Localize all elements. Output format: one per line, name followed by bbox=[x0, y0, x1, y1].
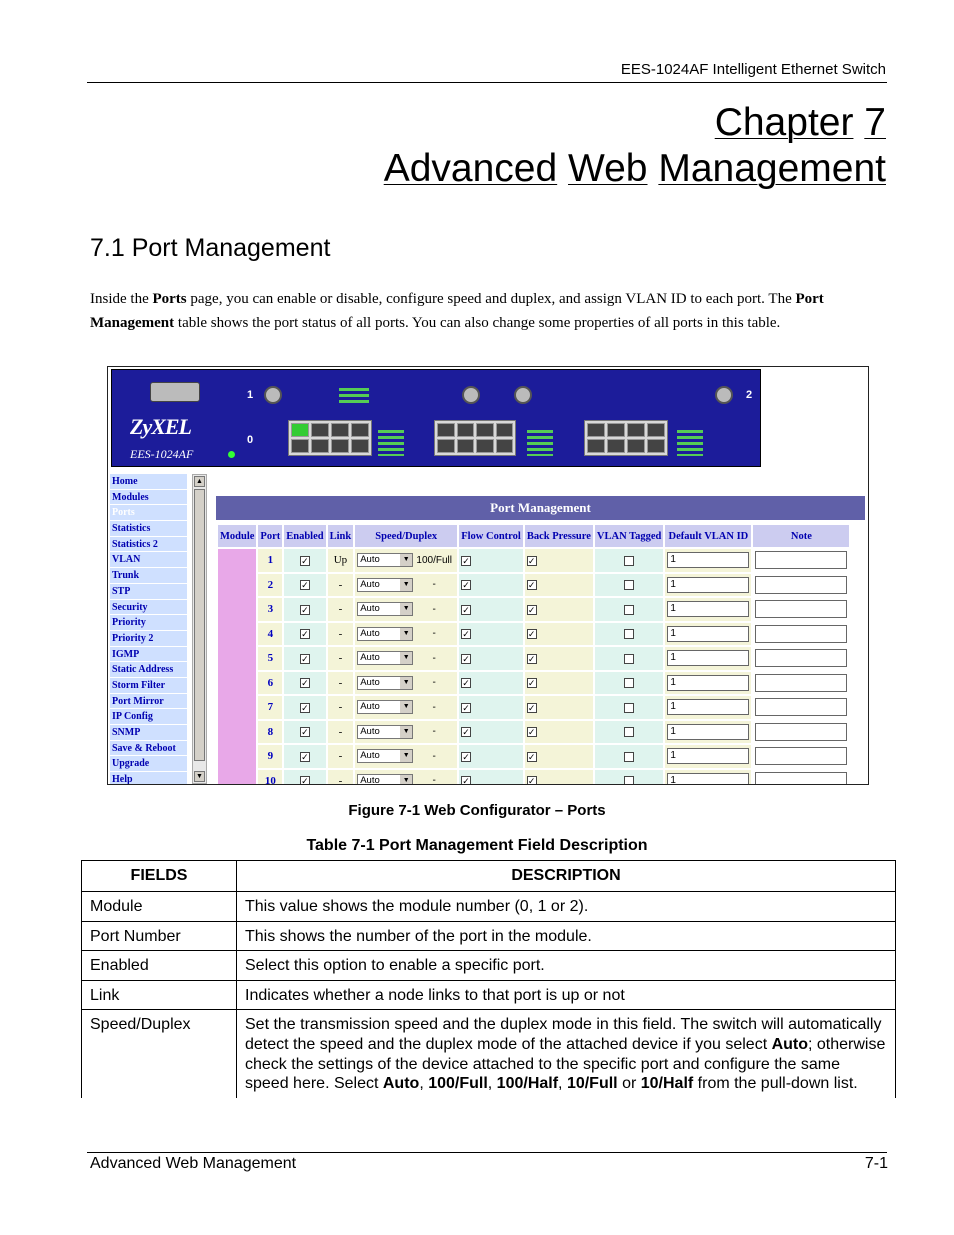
link-status: - bbox=[328, 623, 354, 646]
table-row bbox=[218, 623, 849, 646]
brand-logo: ZyXEL bbox=[130, 414, 191, 439]
speed-duplex-cell bbox=[355, 598, 457, 621]
column-header: Link bbox=[328, 525, 354, 547]
default-vlan-input[interactable]: 1 bbox=[667, 675, 749, 691]
page-number: 7-1 bbox=[864, 1155, 888, 1172]
table-row bbox=[218, 549, 849, 572]
column-header: Note bbox=[753, 525, 849, 547]
link-status: - bbox=[328, 647, 354, 670]
speed-status: - bbox=[432, 677, 436, 689]
checkbox[interactable]: ✓ bbox=[462, 580, 470, 591]
field-description: Set the transmission speed and the duplex mode in this field. The switch will automatically detect the speed and the duplex mode of the attached device if you select Auto; otherwise check the settings of the device attached to the specific port and configure the same speed here. Select Auto, 100/Full, 100/Half, 10/Full or 10/Half from the pull-down list. bbox=[237, 1010, 896, 1098]
note-cell bbox=[753, 598, 849, 621]
checkbox[interactable]: ✓ bbox=[301, 751, 309, 762]
figure-caption: Figure 7-1 Web Configurator – Ports bbox=[348, 802, 606, 819]
sidebar-item[interactable]: Upgrade bbox=[110, 756, 187, 772]
vlan-tagged-cell bbox=[595, 574, 663, 597]
link-status: - bbox=[328, 721, 354, 744]
note-cell bbox=[753, 672, 849, 695]
speed-status: - bbox=[432, 603, 436, 615]
port-management-table bbox=[216, 523, 851, 785]
speed-status: - bbox=[432, 726, 436, 738]
scroll-up-icon[interactable]: ▲ bbox=[194, 476, 205, 487]
panel-title: Port Management bbox=[216, 496, 865, 520]
checkbox[interactable]: ✓ bbox=[462, 678, 470, 689]
screw-icon bbox=[462, 386, 480, 404]
checkbox[interactable]: ✓ bbox=[301, 629, 309, 640]
chapter-number-line bbox=[715, 103, 886, 142]
column-header: FIELDS bbox=[82, 861, 237, 892]
checkbox[interactable] bbox=[624, 776, 634, 785]
default-vlan-input[interactable]: 1 bbox=[667, 724, 749, 740]
checkbox[interactable] bbox=[624, 678, 634, 688]
vlan-tagged-cell bbox=[595, 598, 663, 621]
vlan-tagged-cell bbox=[595, 672, 663, 695]
sidebar-item[interactable]: Modules bbox=[110, 490, 187, 506]
speed-duplex-cell bbox=[355, 721, 457, 744]
column-header: Default VLAN ID bbox=[665, 525, 751, 547]
port-group-icon bbox=[584, 420, 668, 456]
led-icon bbox=[378, 430, 404, 456]
note-cell bbox=[753, 623, 849, 646]
back-pressure-cell bbox=[525, 623, 593, 646]
column-header: Speed/Duplex bbox=[355, 525, 457, 547]
table-row bbox=[218, 574, 849, 597]
default-vlan-input[interactable]: 1 bbox=[667, 601, 749, 617]
checkbox[interactable]: ✓ bbox=[527, 604, 536, 615]
field-name: Enabled bbox=[82, 951, 237, 981]
checkbox[interactable]: ✓ bbox=[301, 678, 309, 689]
speed-duplex-cell bbox=[355, 770, 457, 786]
checkbox[interactable] bbox=[624, 605, 634, 615]
default-vlan-cell bbox=[665, 574, 751, 597]
sidebar-item[interactable]: Storm Filter bbox=[110, 678, 187, 694]
speed-duplex-cell bbox=[355, 696, 457, 719]
link-status: Up bbox=[328, 549, 354, 572]
speed-duplex-select[interactable]: Auto ▼ bbox=[357, 553, 413, 567]
speed-duplex-cell bbox=[355, 549, 457, 572]
chapter-number: 7 bbox=[864, 101, 886, 144]
port-number[interactable]: 10 bbox=[258, 770, 282, 786]
header-rule bbox=[87, 82, 887, 83]
link-status: - bbox=[328, 745, 354, 768]
column-header: DESCRIPTION bbox=[237, 861, 896, 892]
note-input[interactable] bbox=[755, 747, 847, 765]
chapter-title bbox=[384, 149, 886, 188]
port-number[interactable]: 6 bbox=[258, 672, 282, 695]
module-label: 0 bbox=[247, 434, 254, 446]
checkbox[interactable]: ✓ bbox=[527, 653, 536, 664]
checkbox[interactable] bbox=[624, 654, 634, 664]
checkbox[interactable]: ✓ bbox=[462, 702, 470, 713]
default-vlan-cell bbox=[665, 745, 751, 768]
default-vlan-input[interactable]: 1 bbox=[667, 699, 749, 715]
led-icon bbox=[339, 388, 369, 404]
flow-control-cell bbox=[459, 647, 523, 670]
speed-duplex-select[interactable]: Auto ▼ bbox=[357, 774, 413, 785]
table-row bbox=[218, 598, 849, 621]
table-row bbox=[218, 770, 849, 786]
checkbox[interactable]: ✓ bbox=[462, 751, 470, 762]
speed-duplex-select[interactable]: Auto ▼ bbox=[357, 700, 413, 714]
flow-control-cell bbox=[459, 721, 523, 744]
speed-duplex-select[interactable]: Auto ▼ bbox=[357, 578, 413, 592]
port-number[interactable]: 9 bbox=[258, 745, 282, 768]
sidebar-item[interactable]: Priority bbox=[110, 615, 187, 631]
note-cell bbox=[753, 770, 849, 786]
checkbox[interactable]: ✓ bbox=[527, 751, 536, 762]
intro-paragraph: Inside the Ports page, you can enable or disable, configure speed and duplex, and assign VLAN ID to each port. The Port Management table shows the port status of all ports. You can also change some properties of all ports in this table. bbox=[90, 291, 824, 331]
speed-duplex-cell bbox=[355, 745, 457, 768]
checkbox[interactable]: ✓ bbox=[301, 604, 309, 615]
back-pressure-cell bbox=[525, 672, 593, 695]
checkbox[interactable]: ✓ bbox=[527, 678, 536, 689]
chapter-word: Chapter bbox=[714, 101, 854, 144]
led-icon bbox=[677, 430, 703, 456]
column-header: Back Pressure bbox=[525, 525, 593, 547]
back-pressure-cell bbox=[525, 721, 593, 744]
sidebar-nav bbox=[110, 474, 187, 784]
table-row bbox=[218, 696, 849, 719]
speed-duplex-select[interactable]: Auto ▼ bbox=[357, 651, 413, 665]
speed-status: - bbox=[432, 750, 436, 762]
footer-rule bbox=[87, 1152, 887, 1153]
table-row bbox=[218, 672, 849, 695]
sidebar-item[interactable]: VLAN bbox=[110, 552, 187, 568]
scroll-down-icon[interactable]: ▼ bbox=[194, 771, 205, 782]
vlan-tagged-cell bbox=[595, 623, 663, 646]
chapter-title-word: Web bbox=[568, 147, 648, 190]
module-label: 1 bbox=[247, 389, 254, 401]
port-number[interactable]: 8 bbox=[258, 721, 282, 744]
section-title: 7.1 Port Management bbox=[90, 234, 331, 262]
speed-duplex-select[interactable]: Auto ▼ bbox=[357, 602, 413, 616]
field-description: Select this option to enable a specific port. bbox=[237, 951, 896, 981]
enabled-cell bbox=[284, 647, 325, 670]
table-caption: Table 7-1 Port Management Field Description bbox=[306, 837, 648, 854]
link-status: - bbox=[328, 574, 354, 597]
enabled-cell bbox=[284, 623, 325, 646]
sidebar-item[interactable]: Statistics 2 bbox=[110, 537, 187, 553]
table-row bbox=[218, 647, 849, 670]
port-group-icon bbox=[288, 420, 372, 456]
chapter-title-word: Advanced bbox=[383, 147, 558, 190]
default-vlan-cell bbox=[665, 672, 751, 695]
back-pressure-cell bbox=[525, 598, 593, 621]
vlan-tagged-cell bbox=[595, 549, 663, 572]
column-header: Flow Control bbox=[459, 525, 523, 547]
back-pressure-cell bbox=[525, 549, 593, 572]
speed-status: - bbox=[432, 775, 436, 785]
enabled-cell bbox=[284, 745, 325, 768]
default-vlan-cell bbox=[665, 623, 751, 646]
note-input[interactable] bbox=[755, 625, 847, 643]
speed-duplex-cell bbox=[355, 623, 457, 646]
enabled-cell bbox=[284, 549, 325, 572]
console-port-icon bbox=[150, 382, 200, 402]
sidebar-item[interactable]: IP Config bbox=[110, 709, 187, 725]
checkbox[interactable]: ✓ bbox=[462, 629, 470, 640]
speed-status: - bbox=[432, 701, 436, 713]
checkbox[interactable] bbox=[624, 556, 634, 566]
port-number[interactable]: 3 bbox=[258, 598, 282, 621]
default-vlan-input[interactable]: 1 bbox=[667, 552, 749, 568]
column-header: VLAN Tagged bbox=[595, 525, 663, 547]
checkbox[interactable]: ✓ bbox=[462, 727, 470, 738]
speed-duplex-select[interactable]: Auto ▼ bbox=[357, 627, 413, 641]
checkbox[interactable]: ✓ bbox=[301, 727, 309, 738]
checkbox[interactable] bbox=[624, 703, 634, 713]
checkbox[interactable]: ✓ bbox=[527, 727, 536, 738]
sidebar-item[interactable]: Port Mirror bbox=[110, 694, 187, 710]
sidebar-item[interactable]: STP bbox=[110, 584, 187, 600]
default-vlan-input[interactable]: 1 bbox=[667, 650, 749, 666]
default-vlan-cell bbox=[665, 770, 751, 786]
sidebar-item[interactable]: Statistics bbox=[110, 521, 187, 537]
flow-control-cell bbox=[459, 623, 523, 646]
table-row bbox=[82, 1010, 896, 1098]
table-row bbox=[82, 892, 896, 922]
link-status: - bbox=[328, 598, 354, 621]
back-pressure-cell bbox=[525, 696, 593, 719]
field-name: Module bbox=[82, 892, 237, 922]
default-vlan-cell bbox=[665, 721, 751, 744]
link-status: - bbox=[328, 770, 354, 786]
running-header: EES-1024AF Intelligent Ethernet Switch bbox=[620, 61, 886, 78]
enabled-cell bbox=[284, 672, 325, 695]
sidebar-item[interactable]: Ports bbox=[110, 505, 187, 521]
checkbox[interactable]: ✓ bbox=[301, 776, 309, 785]
sidebar-item[interactable]: Home bbox=[110, 474, 187, 490]
port-number[interactable]: 4 bbox=[258, 623, 282, 646]
link-status: - bbox=[328, 696, 354, 719]
checkbox[interactable]: ✓ bbox=[462, 653, 470, 664]
checkbox[interactable]: ✓ bbox=[301, 653, 309, 664]
default-vlan-cell bbox=[665, 598, 751, 621]
checkbox[interactable]: ✓ bbox=[462, 776, 470, 785]
speed-duplex-cell bbox=[355, 647, 457, 670]
note-input[interactable] bbox=[755, 772, 847, 785]
note-input[interactable] bbox=[755, 723, 847, 741]
checkbox[interactable]: ✓ bbox=[527, 702, 536, 713]
default-vlan-cell bbox=[665, 696, 751, 719]
checkbox[interactable]: ✓ bbox=[527, 629, 536, 640]
note-cell bbox=[753, 745, 849, 768]
note-input[interactable] bbox=[755, 698, 847, 716]
back-pressure-cell bbox=[525, 574, 593, 597]
module-cell bbox=[218, 549, 256, 785]
note-cell bbox=[753, 647, 849, 670]
note-input[interactable] bbox=[755, 600, 847, 618]
flow-control-cell bbox=[459, 745, 523, 768]
sidebar-item[interactable]: IGMP bbox=[110, 647, 187, 663]
link-status: - bbox=[328, 672, 354, 695]
speed-duplex-cell bbox=[355, 574, 457, 597]
checkbox[interactable]: ✓ bbox=[527, 580, 536, 591]
port-number[interactable]: 2 bbox=[258, 574, 282, 597]
field-name: Port Number bbox=[82, 921, 237, 951]
flow-control-cell bbox=[459, 672, 523, 695]
sidebar-item[interactable]: Trunk bbox=[110, 568, 187, 584]
flow-control-cell bbox=[459, 696, 523, 719]
default-vlan-cell bbox=[665, 549, 751, 572]
enabled-cell bbox=[284, 574, 325, 597]
footer-left: Advanced Web Management bbox=[90, 1155, 297, 1172]
port-number[interactable]: 7 bbox=[258, 696, 282, 719]
table-row bbox=[82, 951, 896, 981]
port-number[interactable]: 5 bbox=[258, 647, 282, 670]
note-cell bbox=[753, 696, 849, 719]
model-label: EES-1024AF bbox=[130, 447, 194, 461]
speed-duplex-select[interactable]: Auto ▼ bbox=[357, 725, 413, 739]
speed-duplex-select[interactable]: Auto ▼ bbox=[357, 676, 413, 690]
speed-status: - bbox=[432, 579, 436, 591]
note-input[interactable] bbox=[755, 674, 847, 692]
note-input[interactable] bbox=[755, 576, 847, 594]
flow-control-cell bbox=[459, 598, 523, 621]
checkbox[interactable]: ✓ bbox=[527, 776, 536, 785]
back-pressure-cell bbox=[525, 745, 593, 768]
column-header: Enabled bbox=[284, 525, 325, 547]
field-description: Indicates whether a node links to that port is up or not bbox=[237, 980, 896, 1010]
checkbox[interactable]: ✓ bbox=[462, 555, 470, 566]
checkbox[interactable]: ✓ bbox=[462, 604, 470, 615]
checkbox[interactable] bbox=[624, 752, 634, 762]
enabled-cell bbox=[284, 696, 325, 719]
speed-status: - bbox=[432, 652, 436, 664]
power-led-icon bbox=[228, 451, 235, 458]
vlan-tagged-cell bbox=[595, 770, 663, 786]
flow-control-cell bbox=[459, 770, 523, 786]
chapter-title-word: Management bbox=[658, 147, 886, 190]
default-vlan-input[interactable]: 1 bbox=[667, 748, 749, 764]
speed-duplex-cell bbox=[355, 672, 457, 695]
port-number[interactable]: 1 bbox=[258, 549, 282, 572]
note-cell bbox=[753, 574, 849, 597]
sidebar-item[interactable]: Security bbox=[110, 600, 187, 616]
note-input[interactable] bbox=[755, 551, 847, 569]
module-label: 2 bbox=[746, 389, 753, 401]
sidebar-scrollbar[interactable] bbox=[192, 474, 207, 784]
field-description-table bbox=[81, 860, 896, 1098]
sidebar-item[interactable]: SNMP bbox=[110, 725, 187, 741]
switch-front-panel bbox=[111, 369, 761, 467]
screw-icon bbox=[264, 386, 282, 404]
checkbox[interactable]: ✓ bbox=[301, 555, 309, 566]
note-cell bbox=[753, 549, 849, 572]
vlan-tagged-cell bbox=[595, 696, 663, 719]
checkbox[interactable] bbox=[624, 580, 634, 590]
field-description: This value shows the module number (0, 1 or 2). bbox=[237, 892, 896, 922]
table-row bbox=[218, 745, 849, 768]
column-header: Port bbox=[258, 525, 282, 547]
vlan-tagged-cell bbox=[595, 647, 663, 670]
enabled-cell bbox=[284, 721, 325, 744]
web-configurator-screenshot bbox=[107, 366, 869, 785]
enabled-cell bbox=[284, 770, 325, 786]
sidebar-item[interactable]: Priority 2 bbox=[110, 631, 187, 647]
sidebar-item[interactable]: Static Address bbox=[110, 662, 187, 678]
vlan-tagged-cell bbox=[595, 721, 663, 744]
scroll-thumb[interactable] bbox=[194, 489, 205, 761]
speed-status: - bbox=[432, 628, 436, 640]
back-pressure-cell bbox=[525, 647, 593, 670]
sidebar-item[interactable]: Help bbox=[110, 772, 187, 784]
default-vlan-input[interactable]: 1 bbox=[667, 773, 749, 785]
note-cell bbox=[753, 721, 849, 744]
table-row bbox=[82, 921, 896, 951]
screw-icon bbox=[715, 386, 733, 404]
default-vlan-input[interactable]: 1 bbox=[667, 577, 749, 593]
speed-duplex-select[interactable]: Auto ▼ bbox=[357, 749, 413, 763]
checkbox[interactable]: ✓ bbox=[527, 555, 536, 566]
led-icon bbox=[527, 430, 553, 456]
flow-control-cell bbox=[459, 549, 523, 572]
field-name: Link bbox=[82, 980, 237, 1010]
back-pressure-cell bbox=[525, 770, 593, 786]
port-group-icon bbox=[434, 420, 516, 456]
field-name: Speed/Duplex bbox=[82, 1010, 237, 1098]
enabled-cell bbox=[284, 598, 325, 621]
field-description: This shows the number of the port in the module. bbox=[237, 921, 896, 951]
flow-control-cell bbox=[459, 574, 523, 597]
checkbox[interactable] bbox=[624, 727, 634, 737]
column-header: Module bbox=[218, 525, 256, 547]
checkbox[interactable]: ✓ bbox=[301, 702, 309, 713]
default-vlan-input[interactable]: 1 bbox=[667, 626, 749, 642]
screw-icon bbox=[514, 386, 532, 404]
sidebar-item[interactable]: Save & Reboot bbox=[110, 741, 187, 757]
table-row bbox=[82, 980, 896, 1010]
default-vlan-cell bbox=[665, 647, 751, 670]
table-row bbox=[218, 721, 849, 744]
speed-status: 100/Full bbox=[416, 554, 452, 566]
note-input[interactable] bbox=[755, 649, 847, 667]
vlan-tagged-cell bbox=[595, 745, 663, 768]
checkbox[interactable]: ✓ bbox=[301, 580, 309, 591]
checkbox[interactable] bbox=[624, 629, 634, 639]
